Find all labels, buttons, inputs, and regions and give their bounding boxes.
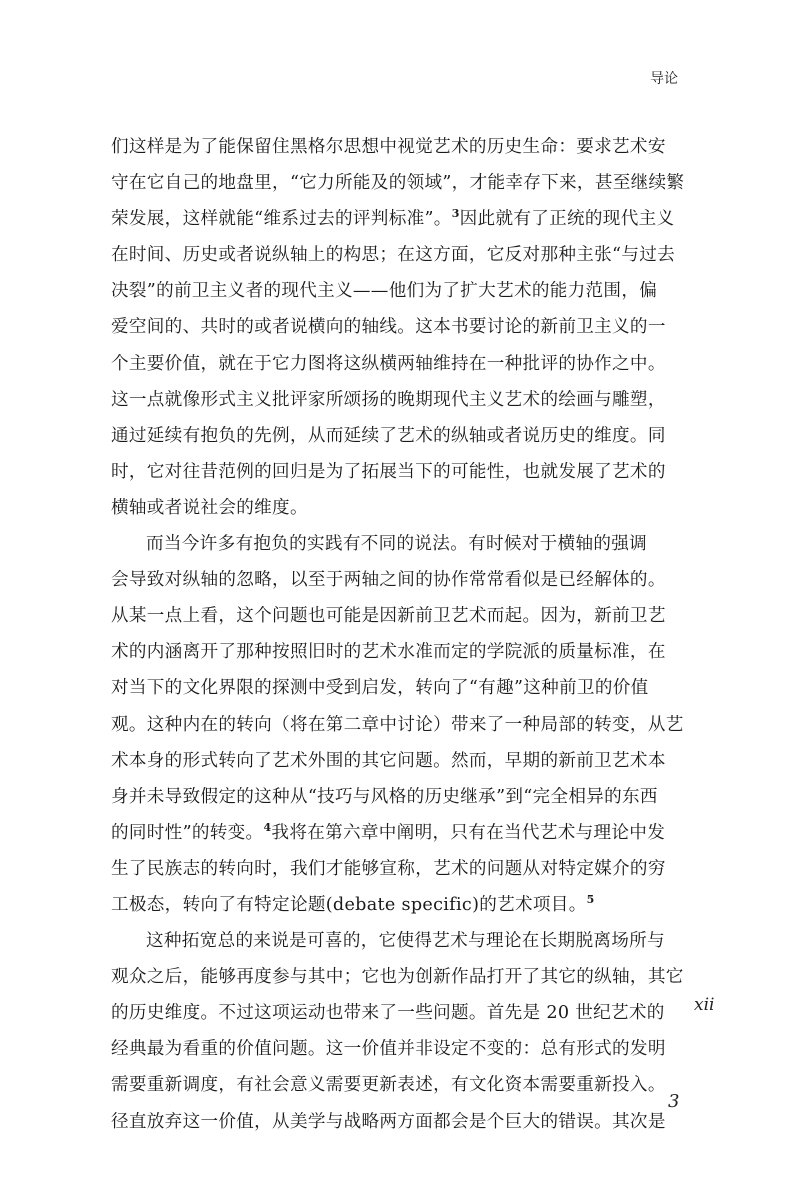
margin-page-ref: xii: [694, 995, 715, 1015]
text-line: 生了民族志的转向时，我们才能够宣称，艺术的问题从对特定媒介的穷: [111, 858, 666, 879]
text-line: 这种拓宽总的来说是可喜的，它使得艺术与理论在长期脱离场所与: [146, 931, 665, 952]
text-segment: 荣发展，这样就能“维系过去的评判标准”。: [111, 209, 452, 230]
text-line: 需要重新调度，有社会意义需要更新表述，有文化资本需要重新投入。: [111, 1075, 666, 1096]
text-line: 经典最为看重的价值问题。这一价值并非设定不变的：总有形式的发明: [111, 1039, 666, 1060]
text-line: 从某一点上看，这个问题也可能是因新前卫艺术而起。因为，新前卫艺: [111, 606, 666, 627]
text-line: 会导致对纵轴的忽略，以至于两轴之间的协作常常看似是已经解体的。: [111, 570, 666, 591]
text-line: 横轴或者说社会的维度。: [111, 497, 308, 518]
text-line: 的历史维度。不过这项运动也带来了一些问题。首先是 20 世纪艺术的: [111, 1003, 665, 1024]
text-line: 对当下的文化界限的探测中受到启发，转向了“有趣”这种前卫的价值: [111, 678, 649, 699]
text-line: 们这样是为了能保留住黑格尔思想中视觉艺术的历史生命：要求艺术安: [111, 137, 666, 157]
page-number: 3: [668, 1091, 680, 1112]
running-head: 导论: [650, 71, 678, 87]
text-line: 径直放弃这一价值，从美学与战略两方面都会是个巨大的错误。其次是: [111, 1111, 666, 1132]
text-segment: 我将在第六章中阐明，只有在当代艺术与理论中发: [271, 822, 666, 843]
text-line: 守在它自己的地盘里，“它力所能及的领域”，才能幸存下来，甚至继续繁: [111, 173, 685, 194]
text-line: 个主要价值，就在于它力图将这纵横两轴维持在一种批评的协作之中。: [111, 353, 666, 374]
text-segment: 因此就有了正统的现代主义: [459, 209, 675, 230]
footnote-marker[interactable]: 5: [586, 893, 595, 907]
text-line: [111, 201, 683, 237]
text-segment: 工极态，转向了有特定论题(debate specific)的艺术项目。: [111, 894, 587, 915]
text-line: 时，它对往昔范例的回归是为了拓展当下的可能性，也就发展了艺术的: [111, 461, 666, 482]
text-line: 术本身的形式转向了艺术外围的其它问题。然而，早期的新前卫艺术本: [111, 750, 666, 771]
body-text: [111, 129, 683, 1140]
text-line: 通过延续有抱负的先例，从而延续了艺术的纵轴或者说历史的维度。同: [111, 425, 666, 446]
footnote-marker[interactable]: 4: [263, 820, 272, 834]
text-line: 决裂”的前卫主义者的现代主义——他们为了扩大艺术的能力范围，偏: [111, 281, 658, 302]
text-line: 爱空间的、共时的或者说横向的轴线。这本书要讨论的新前卫主义的一: [111, 317, 666, 338]
text-line: 在时间、历史或者说纵轴上的构思；在这方面，它反对那种主张“与过去: [111, 245, 676, 266]
text-line: 观众之后，能够再度参与其中；它也为创新作品打开了其它的纵轴，其它: [111, 967, 684, 988]
footnote-marker[interactable]: 3: [451, 207, 460, 221]
text-segment: 的同时性”的转变。: [111, 822, 264, 843]
text-line: 术的内涵离开了那种按照旧时的艺术水准而定的学院派的质量标准，在: [111, 642, 666, 663]
text-line: 而当今许多有抱负的实践有不同的说法。有时候对于横轴的强调: [146, 534, 648, 555]
text-line: 身并未导致假定的这种从“技巧与风格的历史继承”到“完全相异的东西: [111, 786, 658, 807]
text-line: [111, 815, 683, 851]
text-line: [111, 887, 683, 923]
text-line: 这一点就像形式主义批评家所颂扬的晚期现代主义艺术的绘画与雕塑，: [111, 389, 666, 410]
text-line: 观。这种内在的转向（将在第二章中讨论）带来了一种局部的转变，从艺: [111, 714, 684, 735]
